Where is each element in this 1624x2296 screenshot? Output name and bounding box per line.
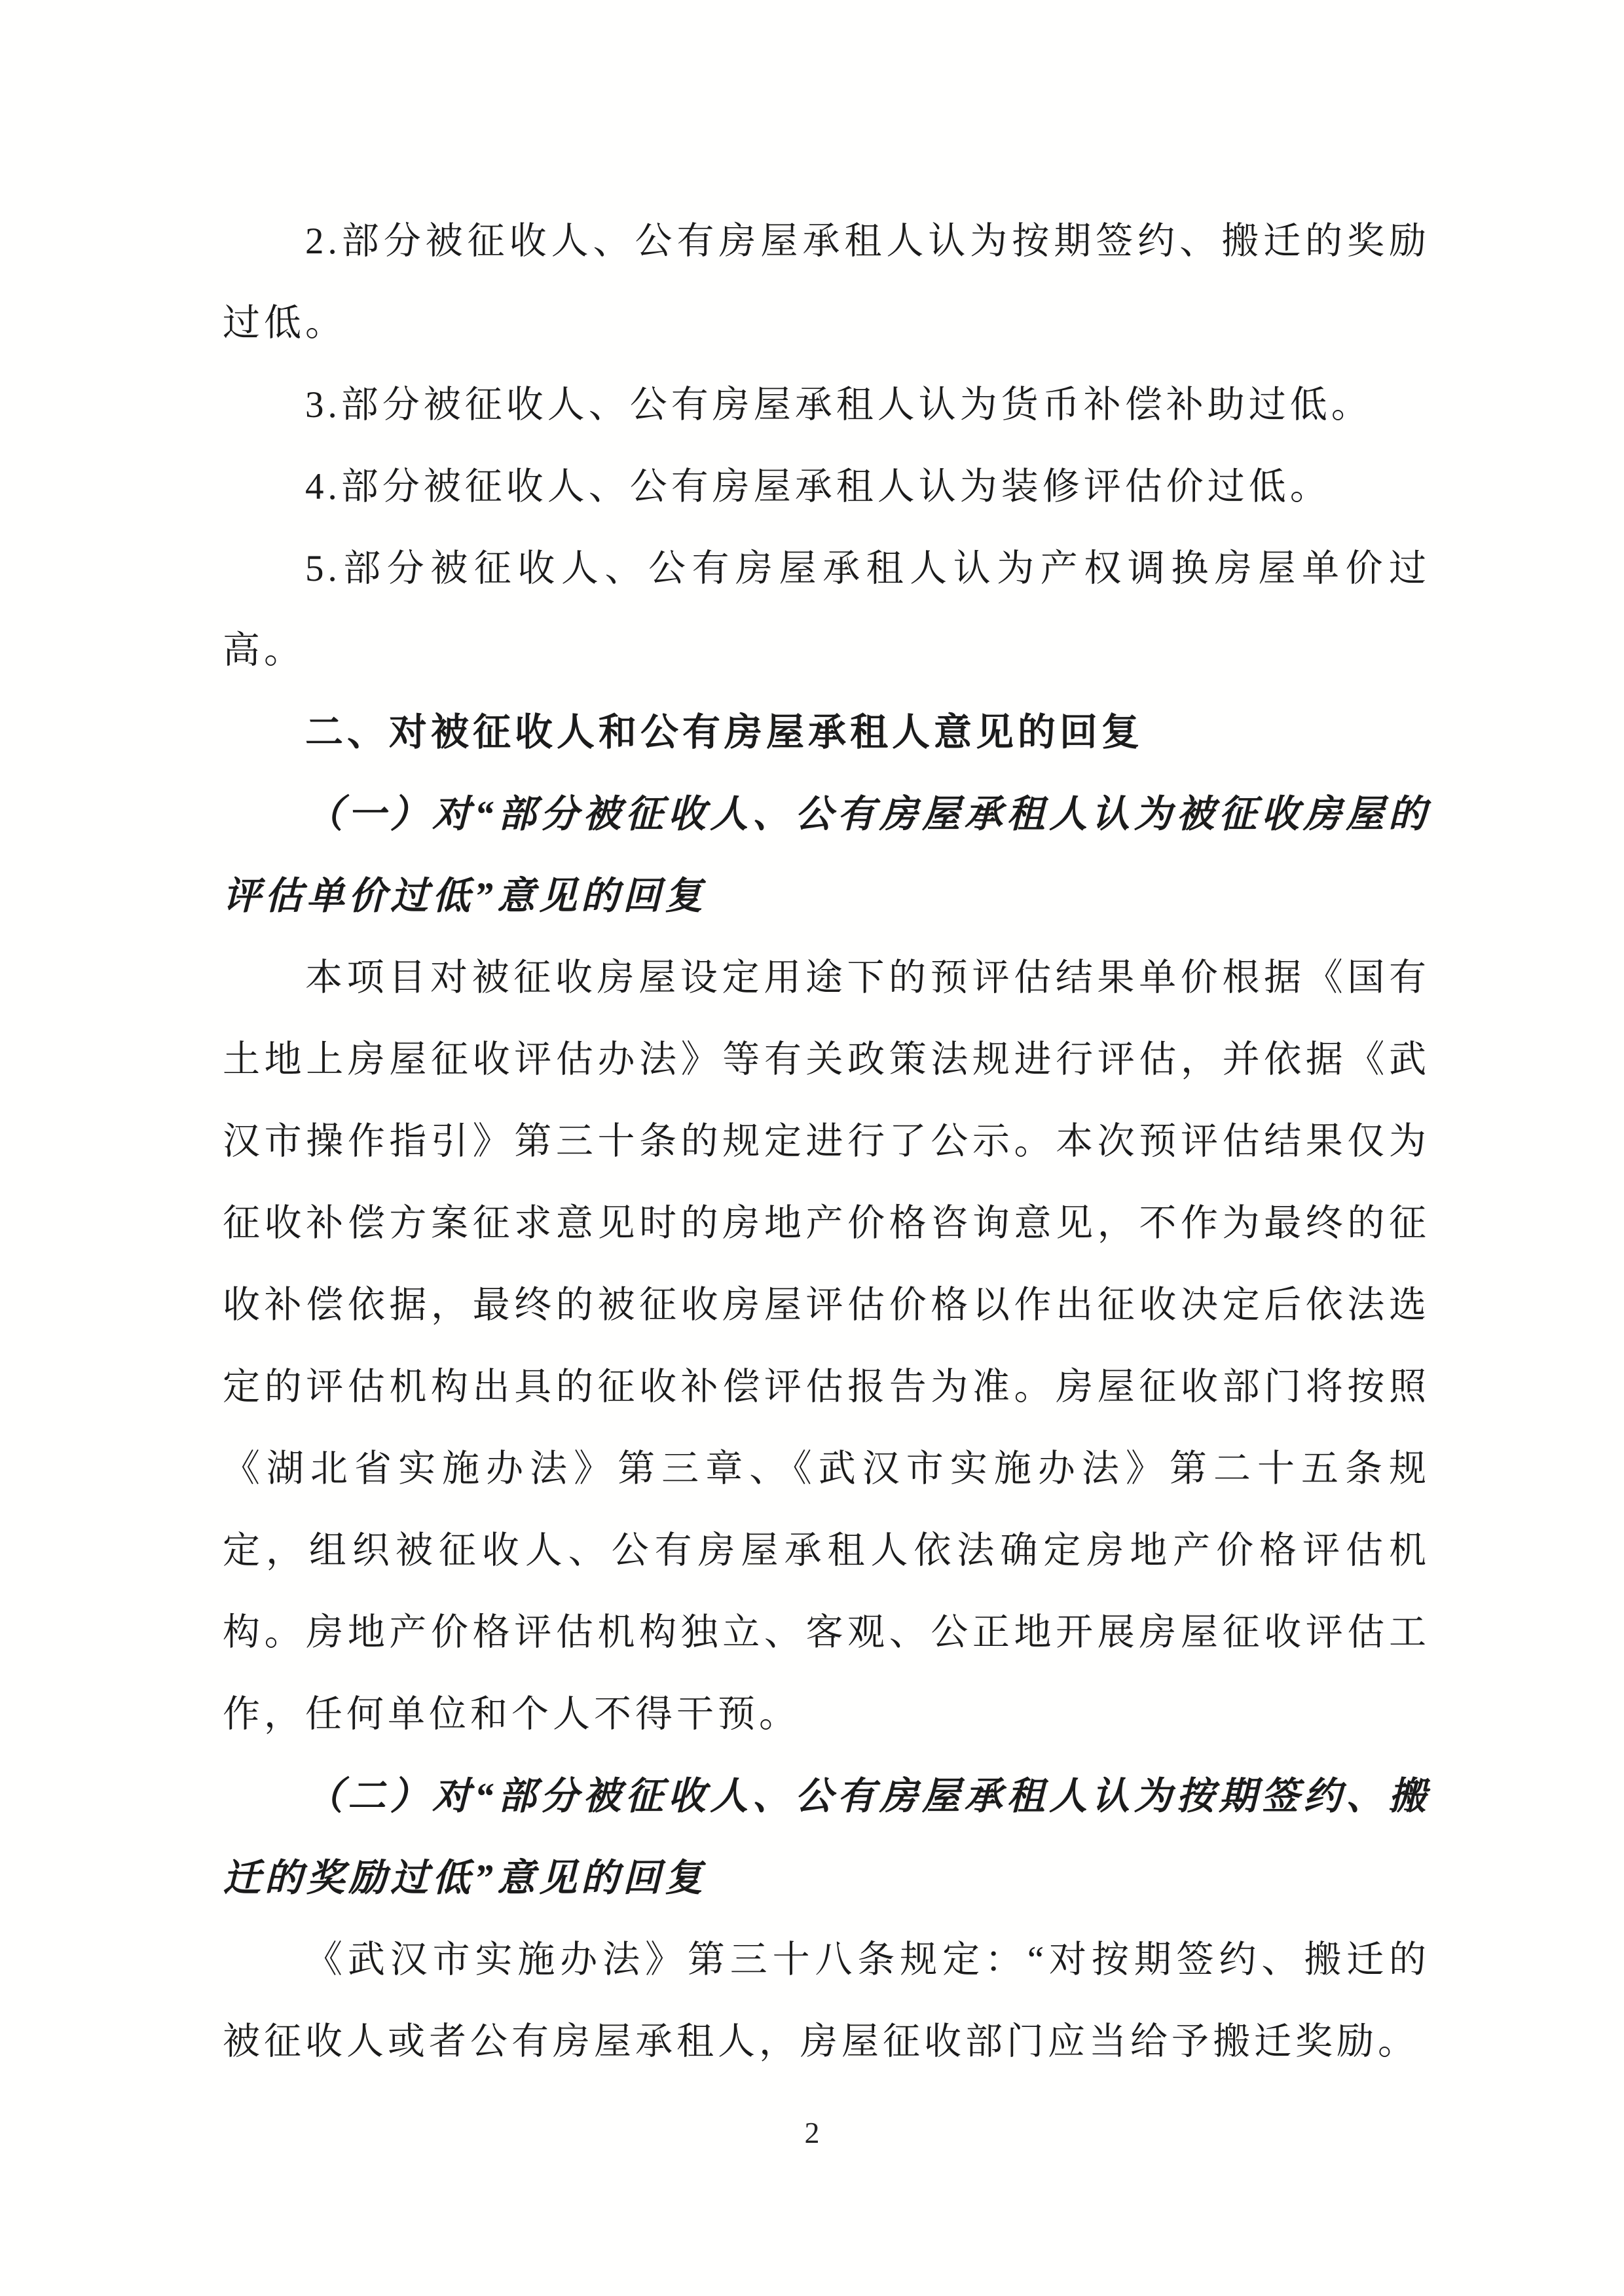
page-number: 2 [804, 2116, 820, 2149]
document-body [223, 200, 1430, 2083]
reply-paragraph-1: 本项目对被征收房屋设定用途下的预评估结果单价根据《国有土地上房屋征收评估办法》等有关政策法规进行评估，并依据《武汉市操作指引》第三十条的规定进行了公示。本次预评估结果仅为征收补偿方案征求意见时的房地产价格咨询意见，不作为最终的征收补偿依据，最终的被征收房屋评估价格以作出征收决定后依法选定的评估机构出具的征收补偿评估报告为准。房屋征收部门将按照《湖北省实施办法》第三章、《武汉市实施办法》第二十五条规定，组织被征收人、公有房屋承租人依法确定房地产价格评估机构。房地产价格评估机构独立、客观、公正地开展房屋征收评估工作，任何单位和个人不得干预。 [223, 957, 1430, 1735]
opinion-item-5: 5.部分被征收人、公有房屋承租人认为产权调换房屋单价过高。 [223, 548, 1430, 671]
opinion-item-4: 4.部分被征收人、公有房屋承租人认为装修评估价过低。 [305, 466, 1331, 507]
opinion-item-3: 3.部分被征收人、公有房屋承租人认为货币补偿补助过低。 [305, 384, 1373, 426]
subsection-heading-1: （一）对“部分被征收人、公有房屋承租人认为被征收房屋的评估单价过低”意见的回复 [223, 793, 1430, 917]
reply-paragraph-2: 《武汉市实施办法》第三十八条规定：“对按期签约、搬迁的被征收人或者公有房屋承租人，房屋征收部门应当给予搬迁奖励。 [223, 1939, 1430, 2062]
section-heading-replies: 二、对被征收人和公有房屋承租人意见的回复 [305, 711, 1144, 754]
opinion-item-2: 2.部分被征收人、公有房屋承租人认为按期签约、搬迁的奖励过低。 [223, 221, 1430, 344]
subsection-heading-2: （二）对“部分被征收人、公有房屋承租人认为按期签约、搬迁的奖励过低”意见的回复 [223, 1775, 1430, 1899]
